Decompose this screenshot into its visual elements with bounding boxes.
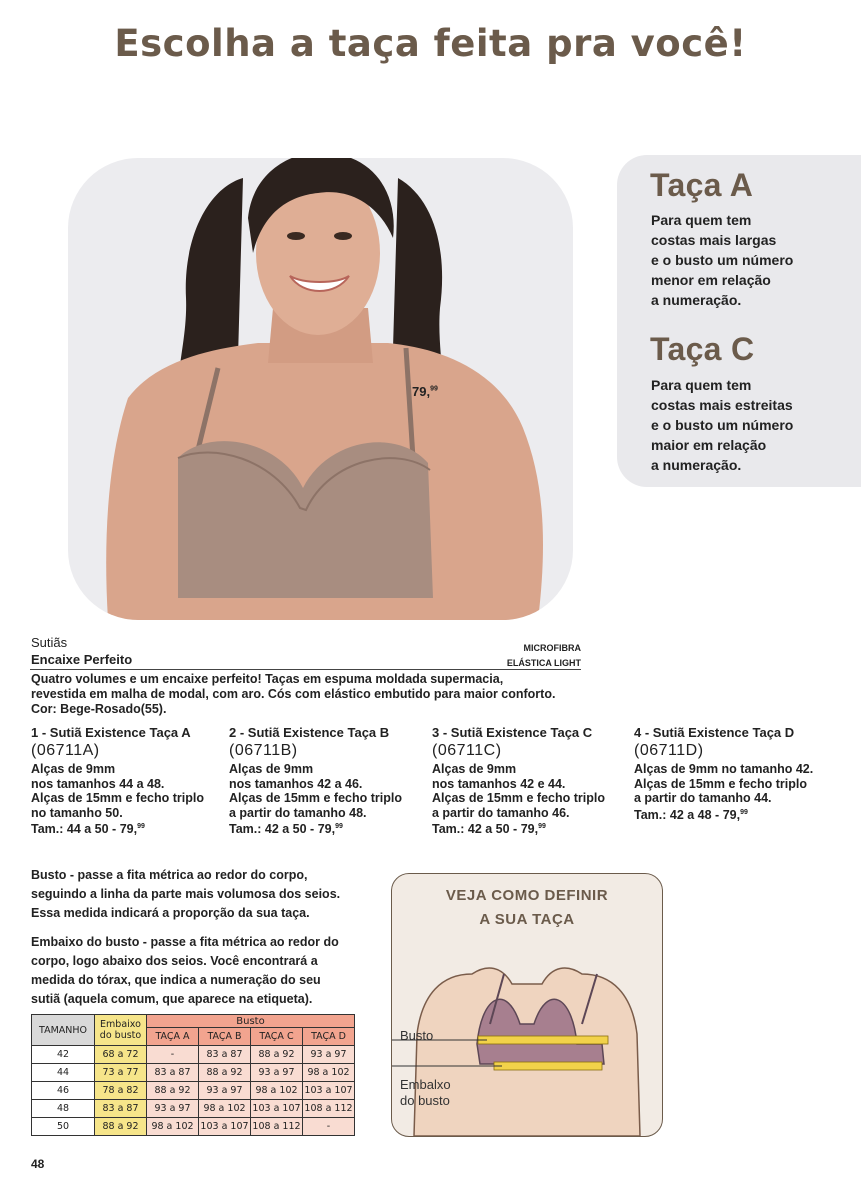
- measure-guide-box: [391, 873, 663, 1137]
- table-row: 50 88 a 92 98 a 102 103 a 107 108 a 112 -: [32, 1118, 355, 1136]
- col-header-cup: TAÇA A: [147, 1028, 199, 1046]
- label-embaixo: Embalxo do busto: [400, 1077, 451, 1108]
- col-header-cup: TAÇA B: [199, 1028, 251, 1046]
- cup-c-title: Taça C: [650, 331, 755, 367]
- product-item: 1 - Sutiã Existence Taça A (06711A) Alças de 9mm nos tamanhos 44 a 48. Alças de 15mm e fecho triplo no tamanho 50. Tam.: 44 a 50 - 79,99: [31, 725, 204, 837]
- divider: [30, 669, 581, 670]
- product-item: 2 - Sutiã Existence Taça B (06711B) Alças de 9mm nos tamanhos 42 a 46. Alças de 15mm e fecho triplo a partir do tamanho 48. Tam.: 42 a 50 - 79,99: [229, 725, 402, 837]
- cup-a-description: Para quem tem costas mais largas e o busto um número menor em relação a numeração.: [651, 212, 794, 308]
- product-item: 4 - Sutiã Existence Taça D (06711D) Alças de 9mm no tamanho 42. Alças de 15mm e fecho triplo a partir do tamanho 44. Tam.: 42 a 48 - 79,99: [634, 725, 814, 822]
- table-row: 48 83 a 87 93 a 97 98 a 102 103 a 107 108 a 112: [32, 1100, 355, 1118]
- price-tag: 79,99: [412, 384, 438, 399]
- col-header-cup: TAÇA D: [303, 1028, 355, 1046]
- page-number: 48: [31, 1157, 45, 1171]
- col-header-embaixo: Embaixo do busto: [95, 1015, 147, 1046]
- product-intro: Quatro volumes e um encaixe perfeito! Taças em espuma moldada supermacia, revestida em malha de modal, com aro. Cós com elástico embutido para maior conforto. Cor: Bege-Rosado(55).: [31, 672, 556, 716]
- fabric-label: MICROFIBRA ELÁSTICA LIGHT: [506, 643, 581, 668]
- cup-info-box: [617, 155, 861, 487]
- product-photo: [68, 158, 573, 620]
- table-row: 44 73 a 77 83 a 87 88 a 92 93 a 97 98 a 102: [32, 1064, 355, 1082]
- table-row: 42 68 a 72 - 83 a 87 88 a 92 93 a 97: [32, 1046, 355, 1064]
- col-header-cup: TAÇA C: [251, 1028, 303, 1046]
- product-item: 3 - Sutiã Existence Taça C (06711C) Alças de 9mm nos tamanhos 42 e 44. Alças de 15mm e fecho triplo a partir do tamanho 46. Tam.: 42 a 50 - 79,99: [432, 725, 605, 837]
- table-row: 46 78 a 82 88 a 92 93 a 97 98 a 102 103 a 107: [32, 1082, 355, 1100]
- cup-c-description: Para quem tem costas mais estreitas e o busto um número maior em relação a numeração.: [651, 377, 794, 473]
- page-headline: Escolha a taça feita pra você!: [114, 22, 747, 65]
- col-header-busto: Busto: [147, 1015, 355, 1028]
- cup-a-title: Taça A: [650, 167, 754, 203]
- product-category: Sutiãs Encaixe Perfeito: [31, 635, 133, 667]
- instructions-embaixo: Embaixo do busto - passe a fita métrica ao redor do corpo, logo abaixo dos seios. Você encontrará a medida do tórax, que indica a numeração do seu sutiã (aquela comum, que aparece na etiqueta).: [31, 935, 339, 1006]
- label-busto: Busto: [400, 1028, 434, 1043]
- col-header-tamanho: TAMANHO: [32, 1015, 95, 1046]
- instructions-busto: Busto - passe a fita métrica ao redor do corpo, seguindo a linha da parte mais volumosa dos seios. Essa medida indicará a proporção da sua taça.: [31, 868, 341, 920]
- size-table: [31, 1014, 355, 1136]
- model-illustration: [68, 158, 573, 620]
- measure-guide-title: VEJA COMO DEFINIR A SUA TAÇA: [445, 887, 609, 928]
